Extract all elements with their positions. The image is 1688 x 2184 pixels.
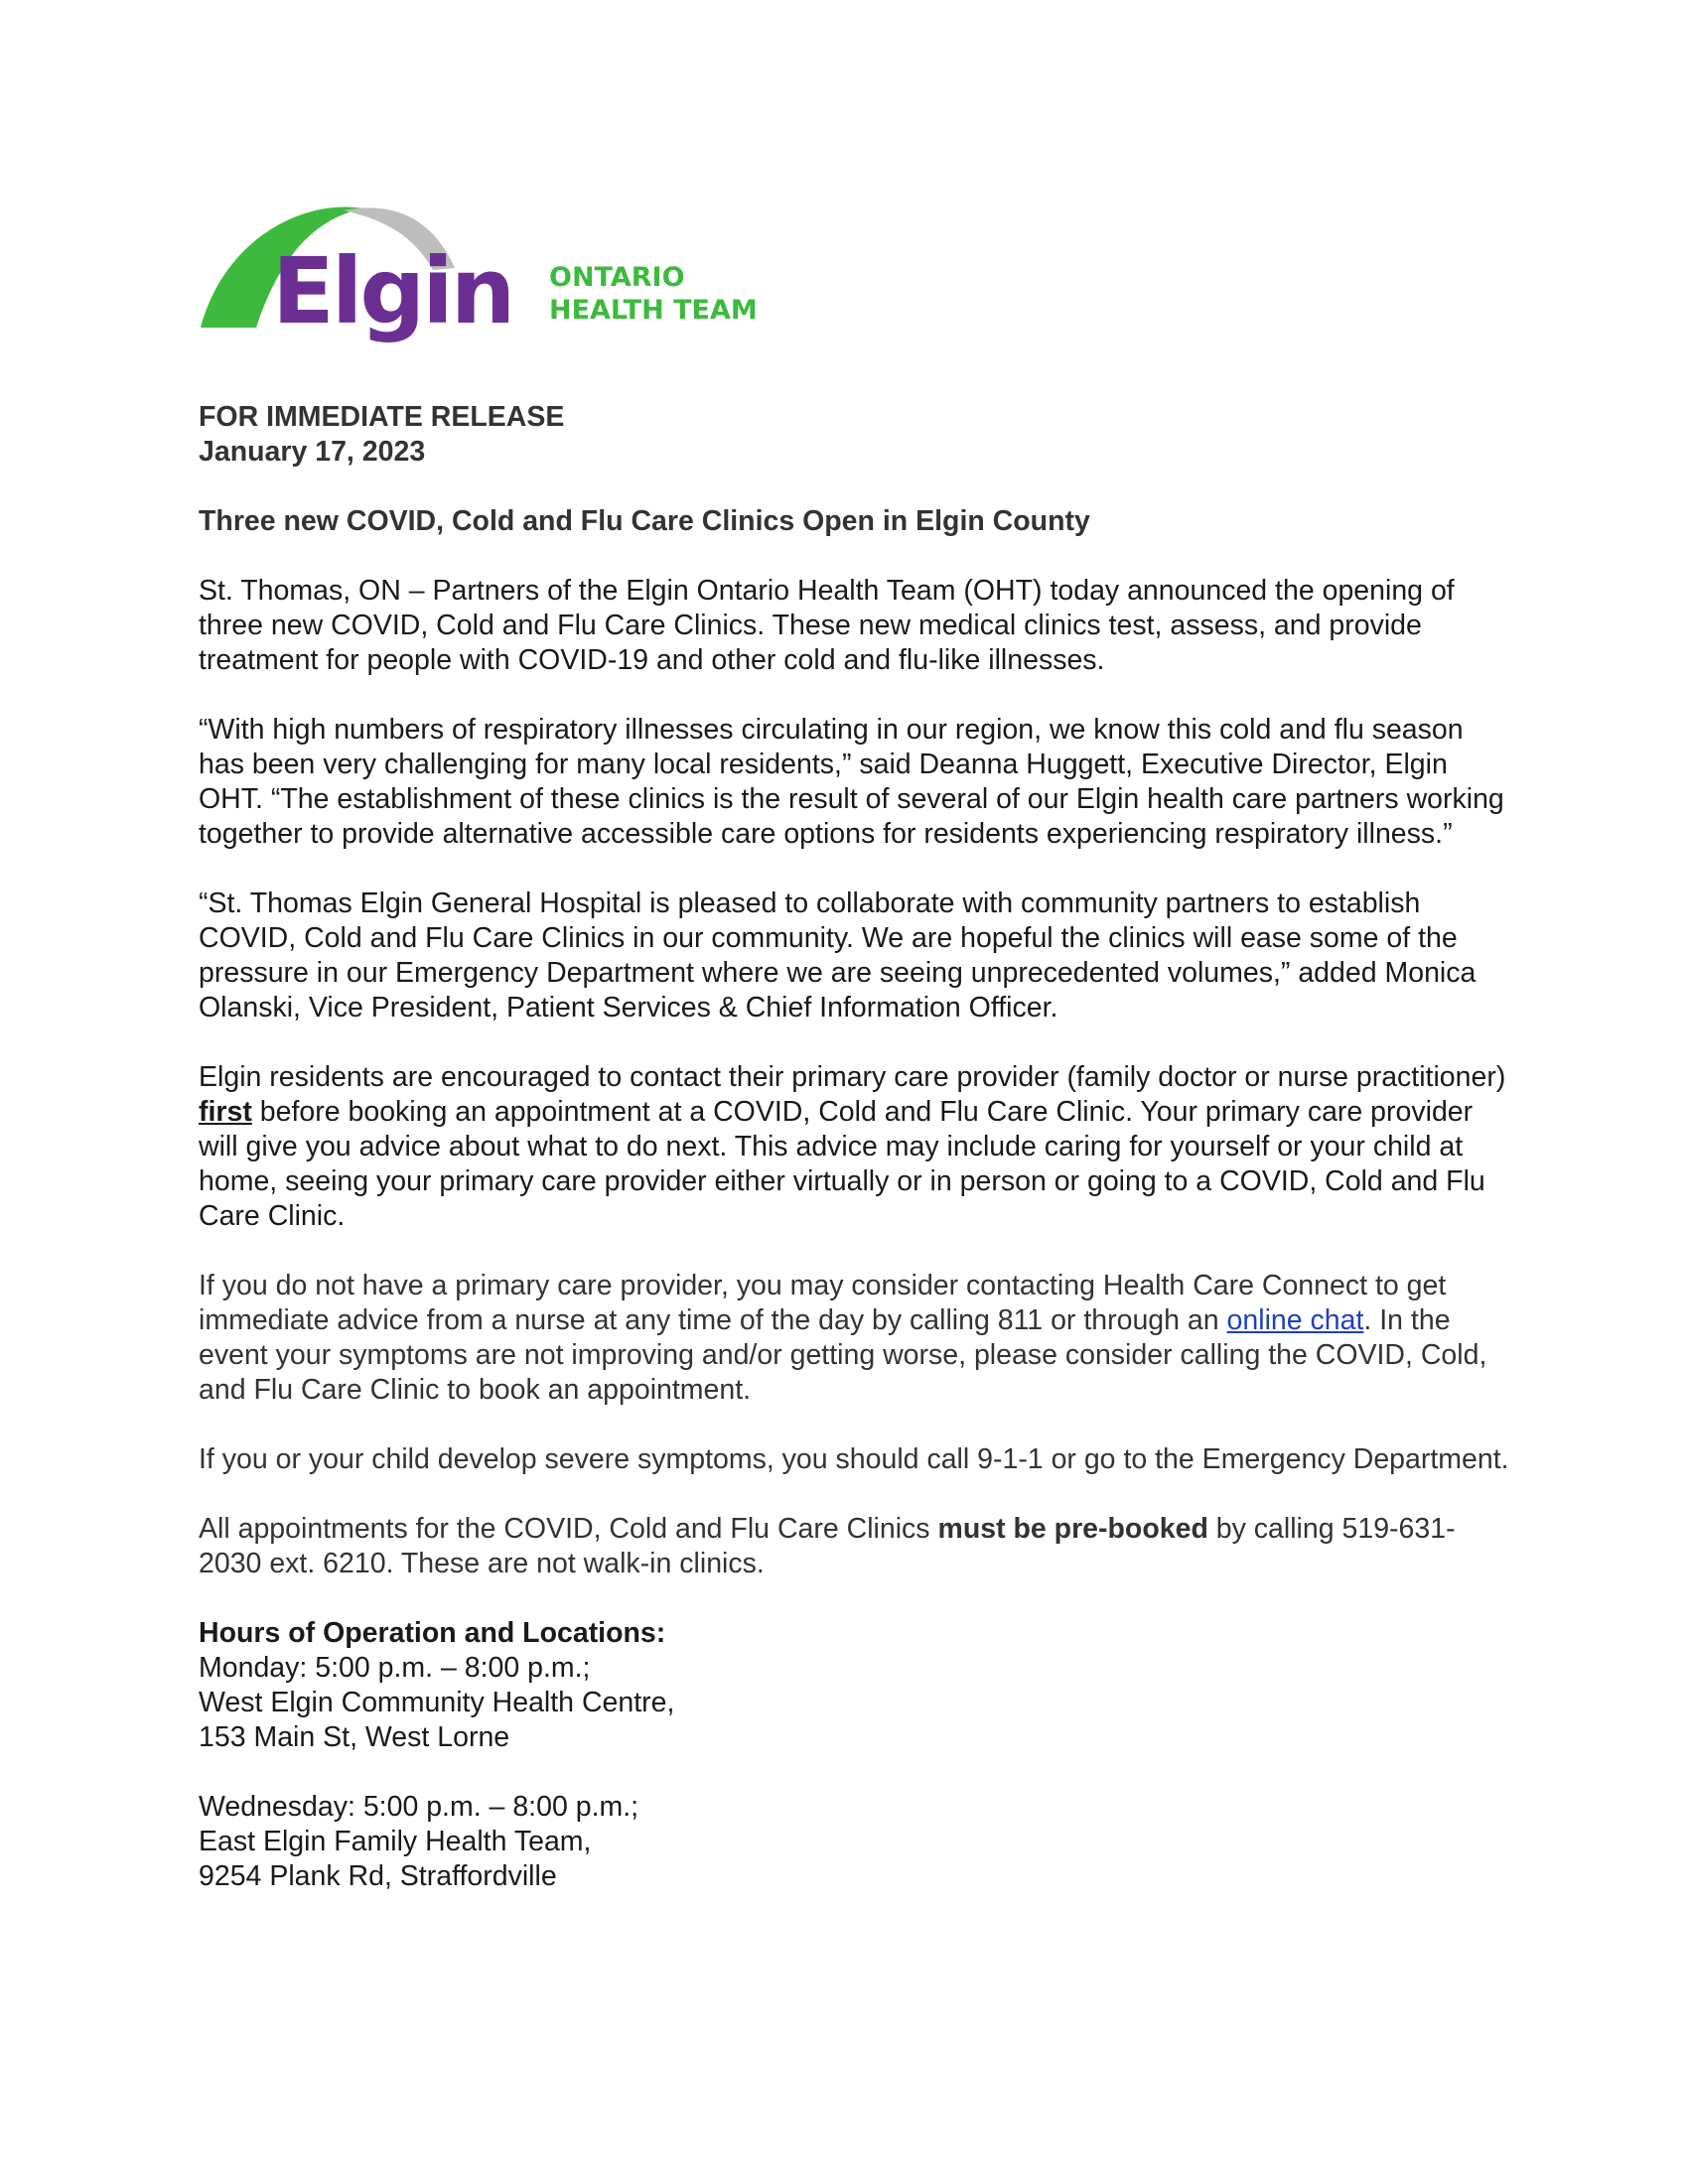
paragraph-severe-symptoms: If you or your child develop severe symptoms, you should call 9-1-1 or go to the Emergency Department. bbox=[199, 1443, 1509, 1475]
release-date: January 17, 2023 bbox=[199, 436, 426, 468]
release-header bbox=[199, 400, 1509, 470]
p7-text-after: by calling 519-631-2030 ext. 6210. These are not walk-in clinics. bbox=[199, 1513, 1456, 1579]
location-day: Wednesday: 5:00 p.m. – 8:00 p.m.; bbox=[199, 1791, 639, 1823]
location-address: 153 Main St, West Lorne bbox=[199, 1721, 510, 1753]
location-name: West Elgin Community Health Centre, bbox=[199, 1687, 675, 1718]
paragraph-huggett-quote: “With high numbers of respiratory illnesses circulating in our region, we know this cold and flu season has been very challenging for many local residents,” said Deanna Huggett, Executive Director, Elgin OHT. “The establishment of these clinics is the result of several of our Elgin health care partners working together to provide alternative accessible care options for residents experiencing respiratory illness.” bbox=[199, 714, 1504, 850]
logo-tagline-line1: ONTARIO bbox=[549, 262, 685, 293]
p4-emphasis-first: first bbox=[199, 1096, 252, 1128]
logo-wordmark: Elgin bbox=[272, 238, 513, 344]
hours-location-wednesday bbox=[199, 1790, 1509, 1894]
p4-text-after: before booking an appointment at a COVID, Cold and Flu Care Clinic. Your primary care provider will give you advice about what to do next. This advice may include caring for yourself or your child at home, seeing your primary care provider either virtually or in person or going to a COVID, Cold and Flu Care Clinic. bbox=[199, 1096, 1485, 1232]
p5-text-after: . In the event your symptoms are not improving and/or getting worse, please consider calling the COVID, Cold, and Flu Care Clinic to book an appointment. bbox=[199, 1304, 1487, 1406]
location-address: 9254 Plank Rd, Straffordville bbox=[199, 1860, 557, 1892]
headline: Three new COVID, Cold and Flu Care Clinics Open in Elgin County bbox=[199, 505, 1090, 537]
hours-location-monday bbox=[199, 1616, 1509, 1755]
location-name: East Elgin Family Health Team, bbox=[199, 1826, 592, 1857]
paragraph-contact-provider bbox=[199, 1060, 1509, 1234]
press-release-body bbox=[199, 400, 1509, 1929]
paragraph-olanski-quote: “St. Thomas Elgin General Hospital is pleased to collaborate with community partners to establish COVID, Cold and Flu Care Clinics in our community. We are hopeful the clinics will ease some of the pressure in our Emergency Department where we are seeing unprecedented volumes,” added Monica Olanski, Vice President, Patient Services & Chief Information Officer. bbox=[199, 887, 1477, 1024]
p7-emphasis-prebooked: must be pre-booked bbox=[937, 1513, 1208, 1545]
paragraph-health-care-connect bbox=[199, 1269, 1509, 1408]
logo-tagline-line2: HEALTH TEAM bbox=[549, 295, 758, 326]
hours-heading: Hours of Operation and Locations: bbox=[199, 1617, 666, 1649]
online-chat-link[interactable]: online chat bbox=[1226, 1304, 1364, 1336]
p7-text-before: All appointments for the COVID, Cold and Flu Care Clinics bbox=[199, 1513, 938, 1545]
release-label: FOR IMMEDIATE RELEASE bbox=[199, 401, 565, 433]
elgin-oht-logo bbox=[195, 199, 790, 367]
elgin-oht-logo-graphic bbox=[195, 199, 790, 367]
p4-text-before: Elgin residents are encouraged to contact their primary care provider (family doctor or nurse practitioner) bbox=[199, 1061, 1506, 1093]
paragraph-announcement: St. Thomas, ON – Partners of the Elgin Ontario Health Team (OHT) today announced the opening of three new COVID, Cold and Flu Care Clinics. These new medical clinics test, assess, and provide treatment for people with COVID-19 and other cold and flu-like illnesses. bbox=[199, 575, 1455, 676]
location-day: Monday: 5:00 p.m. – 8:00 p.m.; bbox=[199, 1652, 591, 1684]
p5-text-before: If you do not have a primary care provider, you may consider contacting Health Care Connect to get immediate advice from a nurse at any time of the day by calling 811 or through an bbox=[199, 1270, 1447, 1336]
paragraph-booking bbox=[199, 1512, 1509, 1581]
